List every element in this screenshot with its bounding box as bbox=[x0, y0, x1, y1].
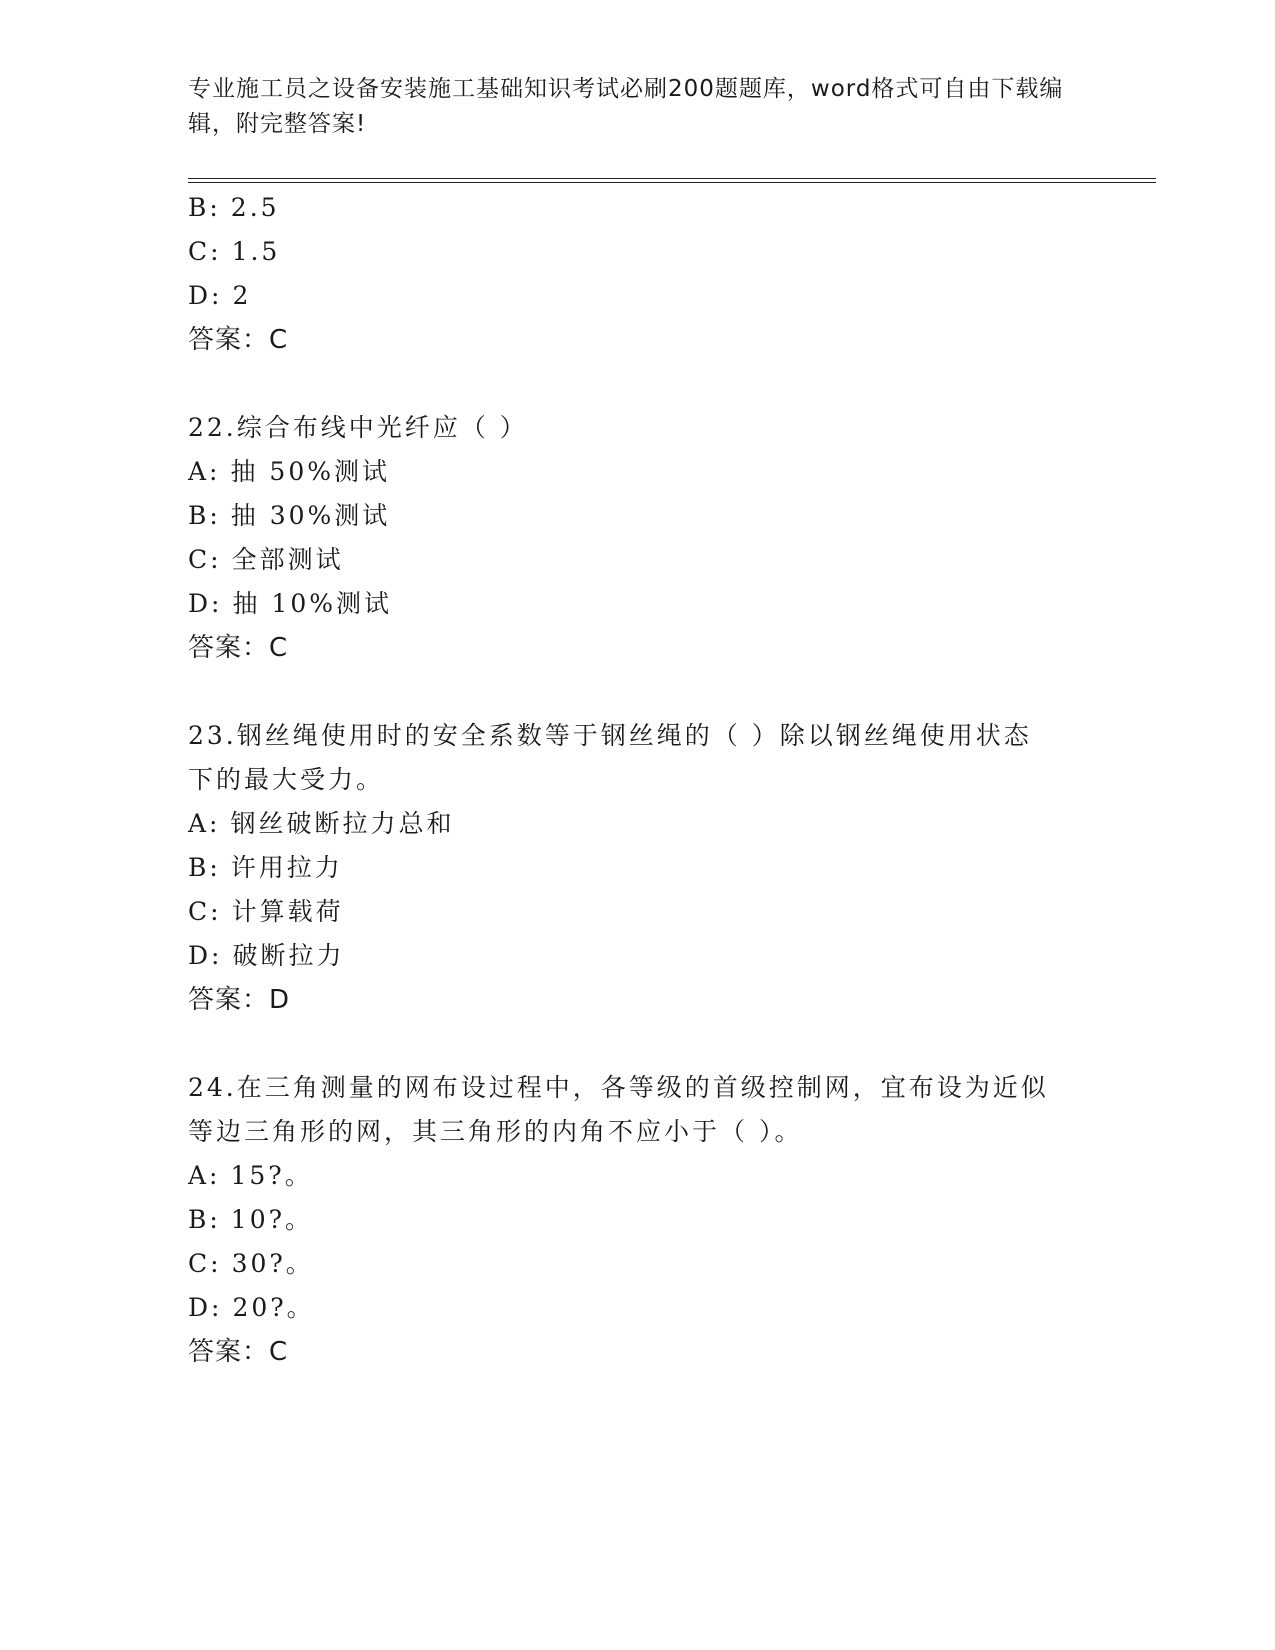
q24-option-b bbox=[188, 1200, 313, 1240]
q22-answer: 答案：C bbox=[188, 633, 289, 663]
option-key: B: bbox=[188, 853, 221, 882]
option-text: 全部测试 bbox=[231, 545, 344, 574]
q24-stem-line2: 等边三角形的网，其三角形的内角不应小于（ ）。 bbox=[188, 1117, 803, 1146]
option-key: A: bbox=[188, 1161, 221, 1190]
option-text: 计算载荷 bbox=[231, 897, 344, 926]
option-text: 抽 30%测试 bbox=[230, 501, 391, 530]
option-key: D: bbox=[188, 281, 223, 310]
option-text: 1.5 bbox=[231, 237, 281, 266]
option-key: B: bbox=[188, 501, 221, 530]
header-divider-bottom bbox=[188, 182, 1156, 183]
option-text: 许用拉力 bbox=[230, 853, 343, 882]
q24-option-d bbox=[188, 1288, 315, 1328]
q23-option-b bbox=[188, 848, 343, 888]
q23-answer: 答案：D bbox=[188, 985, 291, 1015]
option-text: 钢丝破断拉力总和 bbox=[230, 809, 455, 838]
option-key: C: bbox=[188, 1249, 222, 1278]
q22-option-a bbox=[188, 452, 390, 492]
option-text: 2 bbox=[232, 281, 252, 310]
option-text: 破断拉力 bbox=[232, 941, 345, 970]
q21-answer: 答案：C bbox=[188, 325, 289, 355]
option-text: 2.5 bbox=[230, 193, 280, 222]
q22-stem: 22.综合布线中光纤应（ ） bbox=[188, 413, 528, 442]
q23-stem-line2: 下的最大受力。 bbox=[188, 765, 385, 794]
option-text: 抽 50%测试 bbox=[230, 457, 390, 486]
q23-option-c bbox=[188, 892, 344, 932]
option-text: 20?。 bbox=[232, 1293, 315, 1322]
option-key: D: bbox=[188, 1293, 223, 1322]
q24-stem-line1: 24.在三角测量的网布设过程中，各等级的首级控制网，宜布设为近似 bbox=[188, 1073, 1049, 1102]
option-text: 30?。 bbox=[231, 1249, 314, 1278]
header-divider-top bbox=[188, 178, 1156, 179]
option-key: A: bbox=[188, 809, 221, 838]
option-key: C: bbox=[188, 897, 222, 926]
q22-option-b bbox=[188, 496, 390, 536]
q24-option-a bbox=[188, 1156, 313, 1196]
q22-option-c bbox=[188, 540, 344, 580]
option-key: D: bbox=[188, 589, 223, 618]
q21-option-d bbox=[188, 276, 251, 316]
q21-option-c bbox=[188, 232, 280, 272]
option-key: D: bbox=[188, 941, 223, 970]
q23-stem-line1: 23.钢丝绳使用时的安全系数等于钢丝绳的（ ）除以钢丝绳使用状态 bbox=[188, 721, 1032, 750]
option-key: C: bbox=[188, 545, 222, 574]
q21-option-b bbox=[188, 188, 280, 228]
option-text: 15?。 bbox=[230, 1161, 313, 1190]
q23-option-d bbox=[188, 936, 344, 976]
q23-option-a bbox=[188, 804, 455, 844]
document-header-title: 专业施工员之设备安装施工基础知识考试必刷200题题库，word格式可自由下载编辑，附完整答案! bbox=[188, 76, 1064, 137]
q24-answer: 答案：C bbox=[188, 1337, 289, 1367]
option-key: A: bbox=[188, 457, 221, 486]
option-key: B: bbox=[188, 193, 221, 222]
q24-option-c bbox=[188, 1244, 314, 1284]
q22-option-d bbox=[188, 584, 392, 624]
option-text: 抽 10%测试 bbox=[232, 589, 392, 618]
option-key: C: bbox=[188, 237, 222, 266]
option-text: 10?。 bbox=[230, 1205, 314, 1234]
option-key: B: bbox=[188, 1205, 221, 1234]
